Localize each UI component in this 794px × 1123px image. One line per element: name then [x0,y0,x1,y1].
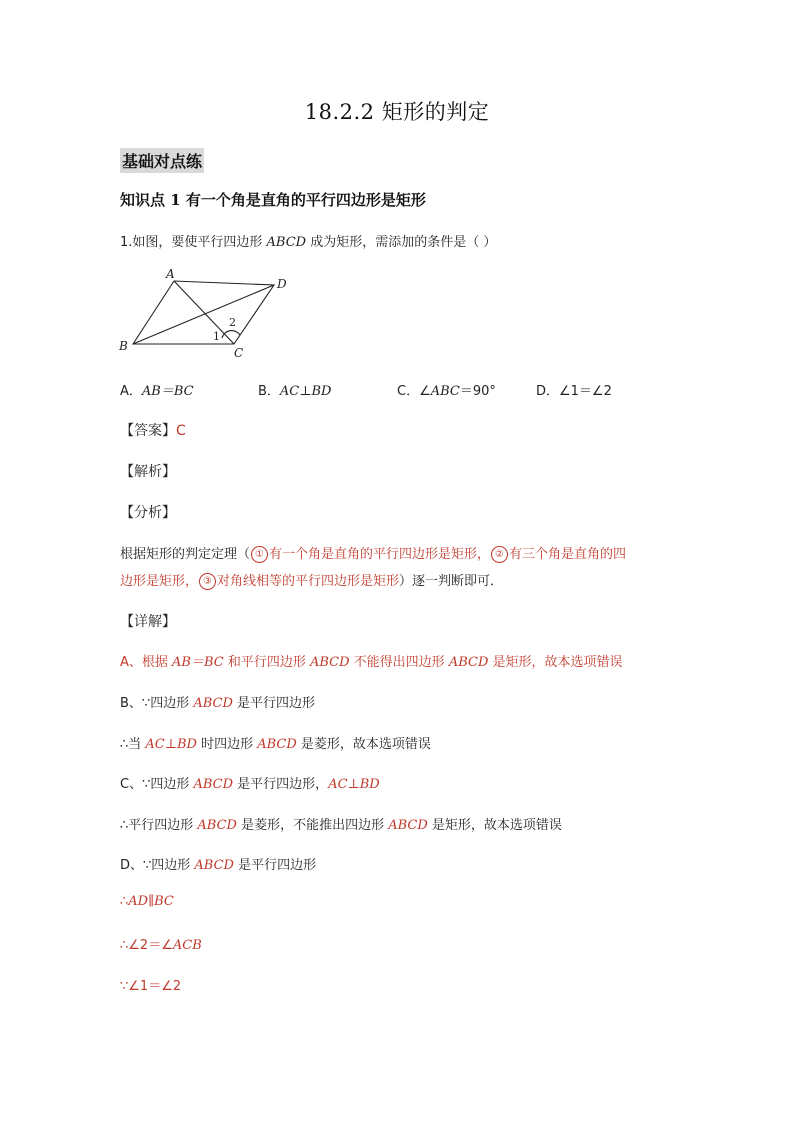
option-d: D．∠1＝∠2 [536,384,612,399]
option-b: B．AC⊥BD [258,384,332,399]
detail-line-f: D、∵四边形 ABCD 是平行四边形 [120,858,317,873]
detail-line-g: ∴AD∥BC [120,894,174,909]
section-heading: 基础对点练 [120,148,204,173]
circled-number-1: ① [251,546,268,563]
detail-label: 【详解】 [120,614,176,630]
detail-line-b: B、∵四边形 ABCD 是平行四边形 [120,696,316,711]
option-c: C．∠ABC＝90° [397,384,496,399]
circled-number-2: ② [491,546,508,563]
question-text: 1.如图，要使平行四边形 ABCD 成为矩形，需添加的条件是（ ） [120,235,497,250]
label-d: D [277,277,287,291]
detail-line-d: C、∵四边形 ABCD 是平行四边形，AC⊥BD [120,777,380,792]
angle-2-label: 2 [229,316,236,329]
detail-line-e: ∴平行四边形 ABCD 是菱形，不能推出四边形 ABCD 是矩形，故本选项错误 [120,818,562,833]
analysis-line-1: 根据矩形的判定定理（ ① 有一个角是直角的平行四边形是矩形， ② 有三个角是直角的四 [120,547,627,562]
angle-1-label: 1 [213,330,220,343]
option-a: A．AB＝BC [120,384,194,399]
answer-line: 【答案】C [120,423,186,439]
diagonal-bd [133,285,274,344]
diagonal-ac [174,281,234,344]
label-a: A [166,267,175,281]
page-title: 18.2.2 矩形的判定 [304,100,490,124]
label-b: B [119,339,128,353]
jiexi-label: 【解析】 [120,464,176,480]
detail-line-h: ∴∠2＝∠ACB [120,938,202,953]
detail-line-c: ∴当 AC⊥BD 时四边形 ABCD 是菱形，故本选项错误 [120,737,431,752]
detail-line-a: A、根据 AB＝BC 和平行四边形 ABCD 不能得出四边形 ABCD 是矩形，故本选项错误 [120,655,623,670]
detail-line-i: ∵∠1＝∠2 [120,979,182,994]
parallelogram-figure [116,264,296,360]
circled-number-3: ③ [199,573,216,590]
fenxi-label: 【分析】 [120,505,176,521]
label-c: C [234,346,244,360]
knowledge-point-heading: 知识点 1 有一个角是直角的平行四边形是矩形 [120,191,426,209]
analysis-line-2: 边形是矩形， ③ 对角线相等的平行四边形是矩形）逐一判断即可． [120,574,504,589]
